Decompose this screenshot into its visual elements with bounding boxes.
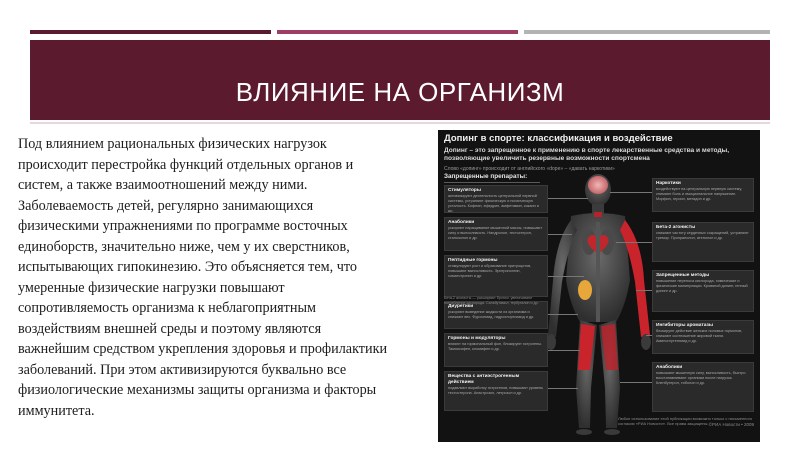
connector-line xyxy=(548,198,588,199)
left-info-box: Вещества с антиэстрогенным действием подавляют выработку эстрогенов, повышают уровень тестостерона. Анастрозол, летрозол и др. xyxy=(444,371,548,411)
infographic-section-label: Запрещенные препараты: xyxy=(444,173,528,180)
left-info-box: Пептидные гормоны стимулируют рост и образование эритроцитов, повышают выносливость. Эритропоэтин, соматотропин и др. xyxy=(444,255,548,297)
connector-line xyxy=(620,382,652,383)
left-info-box: Анаболики ускоряют наращивание мышечной массы, повышают силу и выносливость. Нандролон, тестостерон, станозолол и др. xyxy=(444,217,548,251)
body-text: Под влиянием рациональных физических нагрузок происходит перестройка функций отдельных органов и систем, а также взаимоотношений между ними. Заболеваемость детей, регулярно занимающихся физическими упражнениями по программе восточных единоборств, значительно ниже, чем у их сверстников, испытывающих гипокинезию. Это объясняется тем, что умеренные физические нагрузки повышают сопротивляемость организма к неблагоприятным воздействиям внешней среды и поэтому являются важнейшим средством укрепления здоровья и профилактики заболеваний. При этом активизируются буквально все физиологические механизмы защиты организма и факторы иммунитета. xyxy=(18,136,388,419)
connector-line xyxy=(616,242,652,243)
connector-line xyxy=(548,234,572,235)
header-bar-middle xyxy=(277,30,518,34)
right-info-box: Запрещенные методы повышение переноса кислорода, химические и физические манипуляции. Кровяной допинг, генный допинг и др. xyxy=(652,270,754,312)
connector-line xyxy=(548,314,578,315)
infographic-footnote: Любое использование этой публикации возможно только с письменного согласия «РИА Новости». Все права защищены. xyxy=(618,416,753,426)
left-info-box: Стимуляторы активизируют деятельность центральной нервной системы, устраняют физическую и психическую усталость. Кофеин, эфедрин, амфетамин, кокаин и др. xyxy=(444,185,548,213)
doping-infographic xyxy=(438,130,760,442)
connector-line xyxy=(548,388,578,389)
header-bar-right xyxy=(524,30,770,34)
left-info-box: Диуретики ускоряют выведение жидкости из организма и снижают вес. Фуросемид, гидрохлортиазид и др. xyxy=(444,301,548,329)
connector-line xyxy=(548,350,580,351)
header-bar-left xyxy=(30,30,271,34)
right-info-box: Наркотики воздействуют на центральную нервную систему, снимают боль и эмоциональное напряжение. Морфин, героин, метадон и др. xyxy=(652,178,754,212)
infographic-etymology: Слово «допинг» происходит от английского «dope» – «давать наркотики» xyxy=(444,166,615,172)
infographic-extra-note: Бета-2 агонисты — расширяют бронхи, увеличивают потребление кислорода. Сальбутамол, тербуталин и др. xyxy=(444,296,539,305)
infographic-subtitle: Допинг – это запрещенное к применению в спорте лекарственные средства и методы, позволяющие увеличить резервные возможности спортсмена xyxy=(444,147,730,162)
infographic-brand: ©РИА Новости • 2009 xyxy=(708,422,754,427)
infographic-title: Допинг в спорте: классификация и воздействие xyxy=(444,133,673,144)
connector-line xyxy=(646,335,652,336)
left-info-box: Гормоны и модуляторы влияют на гормональный фон, блокируют эстрогены. Тамоксифен, кломифен и др. xyxy=(444,333,548,367)
extra-box-title: Бета-2 агонисты xyxy=(444,296,472,300)
right-info-box: Ингибиторы ароматазы блокируют действие женских половых гормонов, снижают соотношение жировой ткани. Аминоглутетимид и др. xyxy=(652,320,754,354)
connector-line xyxy=(548,276,584,277)
connector-line xyxy=(636,290,652,291)
slide-title: ВЛИЯНИЕ НА ОРГАНИЗМ xyxy=(235,77,565,107)
extra-box-desc: расширяют бронхи, увеличивают потребление кислорода. Сальбутамол, тербуталин и др. xyxy=(444,296,539,305)
connector-line xyxy=(610,192,652,193)
right-info-box: Анаболики повышают мышечную силу, выносливость, быстро восстанавливают организм после нагрузок. Кленбутерол, тиболон и др. xyxy=(652,362,754,412)
title-underline xyxy=(30,122,770,124)
title-banner xyxy=(30,40,770,120)
right-info-box: Бета-2 агонисты снижают частоту сердечных сокращений, устраняют тремор. Пропранолол, атенолол и др. xyxy=(652,222,754,262)
